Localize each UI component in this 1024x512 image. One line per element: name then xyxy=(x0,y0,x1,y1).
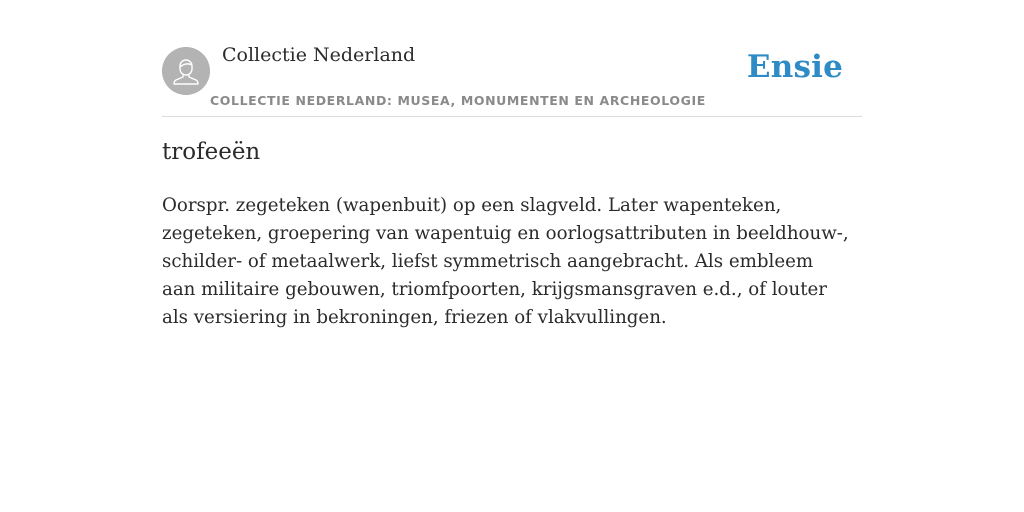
entry-definition: Oorspr. zegeteken (wapenbuit) op een slagveld. Later wapenteken, zegeteken, groepering van wapentuig en oorlogsattributen in beeldhouw-, schilder- of metaalwerk, liefst symmetrisch aangebracht. Als embleem aan militaire gebouwen, triomfpoorten, krijgsmansgraven e.d., of louter als versiering in bekroningen, friezen of vlakvullingen. xyxy=(162,195,849,328)
user-silhouette-icon xyxy=(162,47,210,95)
entry-term: trofeeën xyxy=(162,139,261,165)
source-label[interactable]: COLLECTIE NEDERLAND: MUSEA, MONUMENTEN EN ARCHEOLOGIE xyxy=(210,93,706,108)
author-name[interactable]: Collectie Nederland xyxy=(222,44,416,66)
entry-header xyxy=(162,0,862,117)
author-avatar[interactable] xyxy=(162,47,210,95)
ensie-logo[interactable]: Ensie xyxy=(746,49,843,85)
